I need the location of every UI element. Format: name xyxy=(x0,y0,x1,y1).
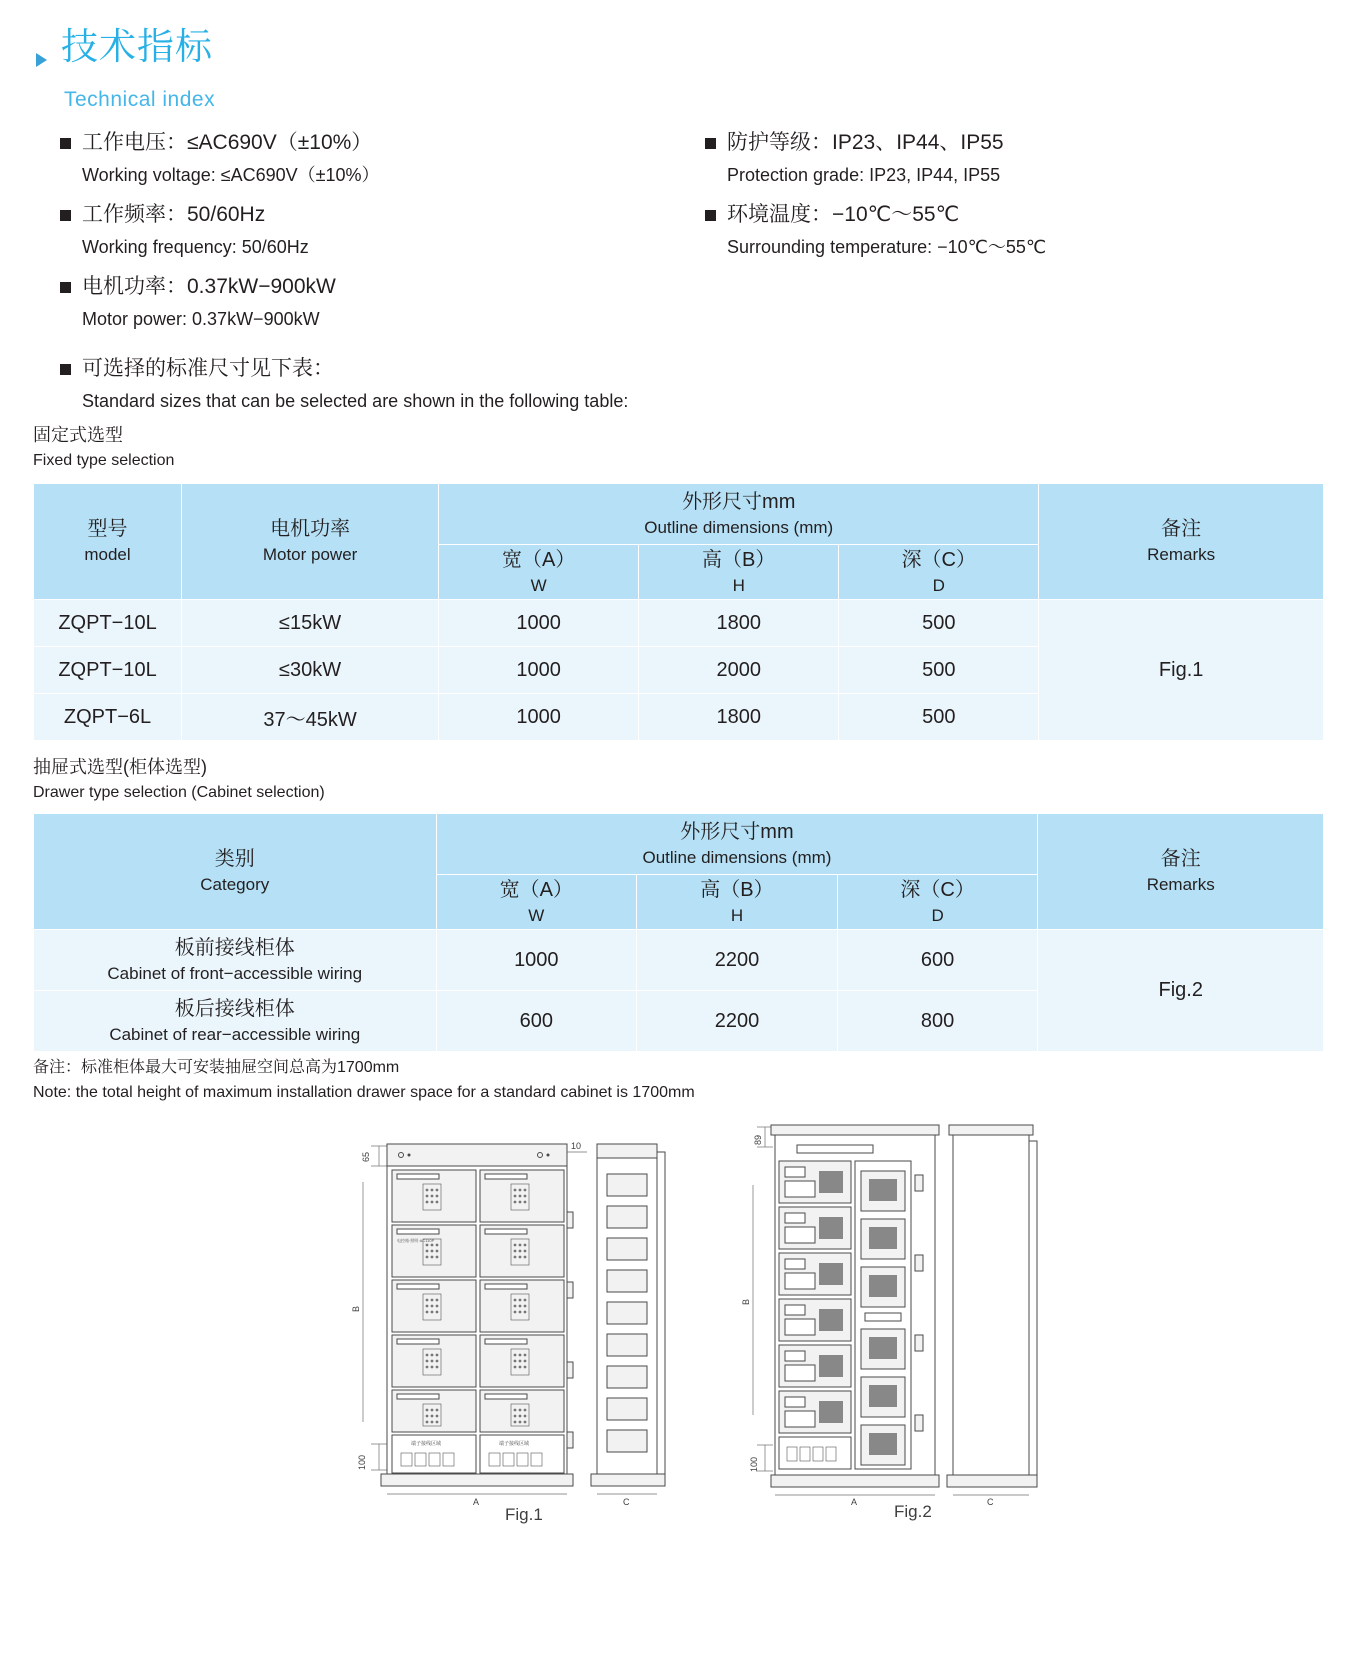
header-width-en: W xyxy=(530,575,547,595)
header-outline-cn: 外形尺寸mm xyxy=(682,490,796,513)
header-power-en: Motor power xyxy=(262,545,358,564)
table-header-row xyxy=(34,814,1324,875)
cell-remarks: Fig.2 xyxy=(1038,930,1324,1052)
fig2-caption: Fig.2 xyxy=(894,1502,932,1521)
header-remarks-cn: 备注 xyxy=(1161,518,1202,540)
spec-cn: 防护等级：IP23、IP44、IP55 xyxy=(727,131,1004,154)
cell-power: ≤30kW xyxy=(182,647,439,694)
svg-text:65: 65 xyxy=(361,1151,371,1162)
technical-drawings xyxy=(0,1110,1357,1540)
cell-width: 600 xyxy=(436,991,637,1052)
svg-text:A: A xyxy=(851,1497,858,1507)
header-height-en: H xyxy=(730,905,744,925)
header-height-cn: 高（B） xyxy=(700,878,774,901)
header-model-cn: 型号 xyxy=(87,518,128,540)
spec-column-left xyxy=(60,126,700,342)
cell-height: 1800 xyxy=(639,600,839,647)
cell-depth: 500 xyxy=(839,647,1039,694)
table1-caption xyxy=(33,423,174,473)
square-bullet-icon xyxy=(60,210,71,221)
cell-height: 2200 xyxy=(637,991,838,1052)
table1-caption-cn: 固定式选型 xyxy=(33,425,123,445)
header-depth xyxy=(837,875,1038,930)
cell-power: ≤15kW xyxy=(182,600,439,647)
svg-text:端子接线区域: 端子接线区域 xyxy=(411,1441,442,1447)
cell-height: 1800 xyxy=(639,694,839,741)
header-remarks-cn: 备注 xyxy=(1160,848,1201,870)
svg-text:端子接线区域: 端子接线区域 xyxy=(499,1441,530,1447)
spec-item-motor-power xyxy=(60,270,700,334)
header-height-en: H xyxy=(732,575,745,595)
spec-cn: 环境温度：−10℃～55℃ xyxy=(727,203,960,226)
header-outline-dimensions xyxy=(439,484,1039,545)
table-row xyxy=(34,930,1324,991)
header-width-en: W xyxy=(528,905,545,925)
header-width-cn: 宽（A） xyxy=(499,878,573,901)
standard-en: Standard sizes that can be selected are shown in the following table: xyxy=(82,391,629,411)
header-remarks xyxy=(1039,484,1324,600)
cell-depth: 500 xyxy=(839,694,1039,741)
cell-category-en: Cabinet of front−accessible wiring xyxy=(107,963,363,983)
header-power-cn: 电机功率 xyxy=(270,518,351,540)
spec-item-protection-grade xyxy=(705,126,1345,190)
svg-text:电控箱·照明·AC110P: 电控箱·照明·AC110P xyxy=(397,1238,435,1243)
title-english: Technical index xyxy=(64,88,216,111)
header-model xyxy=(34,484,182,600)
cell-model: ZQPT−10L xyxy=(34,647,182,694)
header-height xyxy=(639,545,839,600)
svg-text:B: B xyxy=(351,1305,361,1312)
table2-caption xyxy=(33,755,325,805)
header-remarks-en: Remarks xyxy=(1147,545,1216,564)
standard-cn: 可选择的标准尺寸见下表： xyxy=(82,357,334,380)
spec-en: Protection grade: IP23, IP44, IP55 xyxy=(727,165,1001,185)
header-depth-cn: 深（C） xyxy=(900,878,975,901)
header-remarks-en: Remarks xyxy=(1146,875,1215,894)
fig1-drawing xyxy=(335,1122,695,1522)
cell-category-en: Cabinet of rear−accessible wiring xyxy=(109,1024,361,1044)
table2-caption-en: Drawer type selection (Cabinet selection) xyxy=(33,784,325,801)
header-category-en: Category xyxy=(200,875,270,894)
spec-cn: 工作频率：50/60Hz xyxy=(82,203,266,226)
spec-cn: 工作电压：≤AC690V（±10%） xyxy=(82,131,373,154)
table-header-row xyxy=(34,484,1324,545)
svg-text:100: 100 xyxy=(357,1454,367,1470)
header-width xyxy=(439,545,639,600)
spec-cn: 电机功率：0.37kW−900kW xyxy=(82,275,336,298)
header-depth-cn: 深（C） xyxy=(901,548,977,571)
header-outline-en: Outline dimensions (mm) xyxy=(644,517,834,537)
header-width-cn: 宽（A） xyxy=(501,548,576,571)
fig1-caption: Fig.1 xyxy=(505,1505,543,1524)
cell-height: 2200 xyxy=(637,930,838,991)
svg-text:A: A xyxy=(473,1497,480,1507)
header-depth xyxy=(839,545,1039,600)
cell-category xyxy=(34,930,437,991)
spec-item-frequency xyxy=(60,198,700,262)
cell-width: 1000 xyxy=(439,647,639,694)
header-height-cn: 高（B） xyxy=(702,548,776,571)
svg-text:B: B xyxy=(741,1298,751,1305)
page-title xyxy=(36,28,213,67)
header-model-en: model xyxy=(84,545,131,564)
note-cn: 备注：标准柜体最大可安装抽屉空间总高为1700mm xyxy=(33,1059,400,1076)
header-outline-cn: 外形尺寸mm xyxy=(680,820,794,843)
svg-text:10: 10 xyxy=(571,1141,582,1151)
table-row xyxy=(34,600,1324,647)
cell-category-cn: 板前接线柜体 xyxy=(174,936,295,959)
cell-depth: 800 xyxy=(837,991,1038,1052)
triangle-bullet-icon xyxy=(36,53,47,67)
spec-column-right xyxy=(705,126,1345,270)
svg-text:100: 100 xyxy=(749,1456,759,1472)
cell-width: 1000 xyxy=(439,694,639,741)
spec-en: Surrounding temperature: −10℃～55℃ xyxy=(727,237,1047,257)
spec-en: Motor power: 0.37kW−900kW xyxy=(82,309,320,329)
cell-category xyxy=(34,991,437,1052)
cell-width: 1000 xyxy=(436,930,637,991)
drawer-type-table xyxy=(33,813,1324,1052)
square-bullet-icon xyxy=(60,282,71,293)
cell-category-cn: 板后接线柜体 xyxy=(174,997,295,1020)
spec-item-standard-sizes xyxy=(60,352,960,416)
fig2-drawing xyxy=(735,1115,1065,1515)
svg-text:89: 89 xyxy=(753,1134,763,1145)
cell-model: ZQPT−10L xyxy=(34,600,182,647)
spec-en: Working frequency: 50/60Hz xyxy=(82,237,309,257)
header-depth-en: D xyxy=(932,575,945,595)
cell-model: ZQPT−6L xyxy=(34,694,182,741)
fixed-type-table xyxy=(33,483,1324,741)
cell-depth: 600 xyxy=(837,930,1038,991)
header-outline-en: Outline dimensions (mm) xyxy=(642,847,832,867)
cell-power: 37～45kW xyxy=(182,694,439,741)
table-note xyxy=(33,1055,695,1105)
spec-item-voltage xyxy=(60,126,700,190)
cell-remarks: Fig.1 xyxy=(1039,600,1324,741)
header-remarks xyxy=(1038,814,1324,930)
svg-text:C: C xyxy=(623,1497,630,1507)
square-bullet-icon xyxy=(705,210,716,221)
note-en: Note: the total height of maximum installation drawer space for a standard cabinet is 1700mm xyxy=(33,1084,695,1101)
spec-item-temperature xyxy=(705,198,1345,262)
table2-caption-cn: 抽屉式选型(柜体选型) xyxy=(33,757,207,777)
cell-depth: 500 xyxy=(839,600,1039,647)
square-bullet-icon xyxy=(60,364,71,375)
header-depth-en: D xyxy=(931,905,944,925)
header-width xyxy=(436,875,637,930)
table1-caption-en: Fixed type selection xyxy=(33,452,175,469)
header-category xyxy=(34,814,437,930)
square-bullet-icon xyxy=(60,138,71,149)
header-height xyxy=(637,875,838,930)
svg-text:C: C xyxy=(987,1497,994,1507)
header-category-cn: 类别 xyxy=(214,848,255,870)
header-motor-power xyxy=(182,484,439,600)
cell-width: 1000 xyxy=(439,600,639,647)
header-outline-dimensions xyxy=(436,814,1038,875)
spec-en: Working voltage: ≤AC690V（±10%） xyxy=(82,165,380,185)
square-bullet-icon xyxy=(705,138,716,149)
title-chinese: 技术指标 xyxy=(61,26,213,67)
cell-height: 2000 xyxy=(639,647,839,694)
